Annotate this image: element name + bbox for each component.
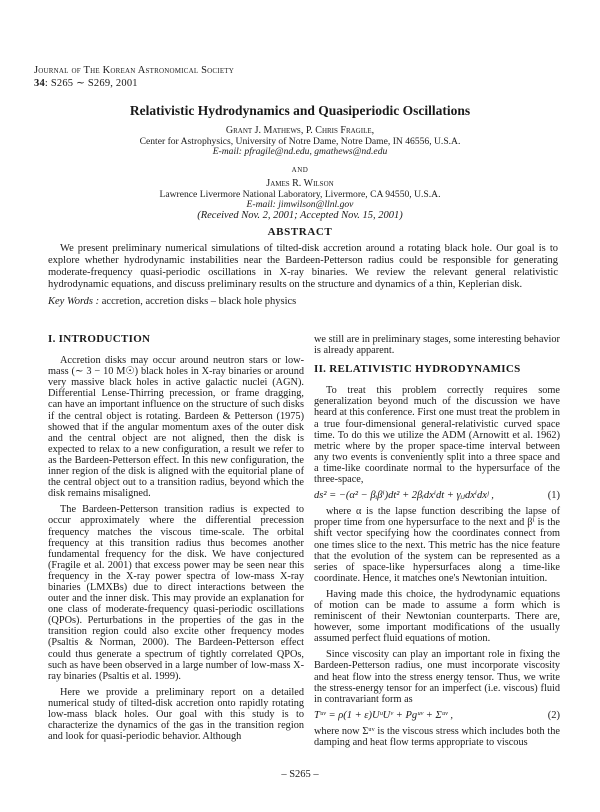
volume-number: 34 bbox=[34, 78, 45, 89]
section-heading-hydrodynamics: II. RELATIVISTIC HYDRODYNAMICS bbox=[314, 363, 521, 376]
equation-2-number: (2) bbox=[547, 709, 560, 721]
keywords bbox=[48, 296, 558, 308]
journal-header bbox=[34, 64, 234, 90]
intro-paragraph-3: Here we provide a preliminary report on a detailed numerical study of tilted-disk accretion onto rapidly rotating low-mass black holes. Our goal with this study is to characterize the dynamics of the gas in the transition region and look for quasi-periodic behavior. Although bbox=[48, 686, 304, 743]
keywords-text: accretion, accretion disks – black hole physics bbox=[101, 296, 297, 307]
page-number-footer: – S265 – bbox=[281, 769, 319, 780]
equation-2-body: Tᵘᵛ = ρ(1 + ε)UᵘUᵛ + Pgᵘᵛ + Σᵘᵛ , bbox=[314, 709, 453, 721]
journal-volume-line bbox=[34, 77, 234, 90]
equation-1-body: ds² = −(α² − βᵢβⁱ)dt² + 2βᵢdxⁱdt + γᵢⱼdxⁱdxʲ , bbox=[314, 490, 494, 502]
left-column bbox=[48, 334, 304, 747]
page-range: : S265 ∼ S269, 2001 bbox=[44, 78, 138, 89]
intro-paragraph-2: The Bardeen-Petterson transition radius is expected to occur approximately where the differential precession frequency matches the viscous time-scale. The orbital frequency at this transition radius thus becomes another fundamental frequency for the disk. We have conjectured (Fragile et al. 2001) that excess power may be seen near this frequency in the X-ray power spectra of low-mass X-ray binaries (LMXBs) due to direct interactions between the outer and the inner disk. This may provide an explanation for one class of moderate-frequency quasi-periodic oscillations (QPOs). Perturbations in the properties of the gas in the transition region could also excite other frequency modes (Psaltis & Norman, 2000). The Bardeen-Petterson effect could thus generate a spectrum of tightly correlated QPOs, such as have been observed in a large number of low-mass X-ray binaries (Psaltis et al. 1999). bbox=[48, 504, 304, 682]
affiliation-2: Lawrence Livermore National Laboratory, Livermore, CA 94550, U.S.A. bbox=[159, 188, 441, 200]
author-block-2 bbox=[0, 179, 600, 211]
hydro-paragraph-1: To treat this problem correctly requires some generalization beyond much of the discussion we have heard at this conference. First one must treat the problem in a true four-dimensional general-relativistic curved space time. To do this we utilize the ADM (Arnowitt et al. 1962) metric where by the proper space-time interval between any two events is conveniently split into a three space and a time-like coordinate normal to the hypersurface of the three-space, bbox=[314, 385, 560, 486]
abstract-heading: ABSTRACT bbox=[267, 226, 333, 238]
equation-1-number: (1) bbox=[547, 490, 560, 502]
equation-1 bbox=[314, 490, 560, 501]
keywords-label: Key Words : bbox=[48, 296, 100, 307]
hydro-paragraph-4: Since viscosity can play an important role in fixing the Bardeen-Petterson radius, one must incorporate viscosity and heat flow into the stress energy tensor. Thus, we write the stress-energy tensor for an imperfect (i.e. viscous) fluid in contravariant form as bbox=[314, 649, 560, 705]
intro-paragraph-1: Accretion disks may occur around neutron stars or low-mass (∼ 3 − 10 M☉) black holes in X-ray binaries or around very massive black holes in active galactic nuclei (AGN). Differential Lense-Thirring precession, or frame dragging, can have an important influence on the structure of such disks if the central object is rotating. Bardeen & Petterson (1975) showed that if the angular momentum axes of the outer disk and the central object are not aligned, then the disk is expected to relax to a new configuration, a result we refer to as the Bardeen-Petterson effect. In this new configuration, the inner region of the disk is aligned with the equitorial plane of the central object out to a transition radius, beyond which the disk remains misaligned. bbox=[48, 355, 304, 500]
journal-name: Journal of The Korean Astronomical Society bbox=[34, 65, 235, 76]
author-names-2: James R. Wilson bbox=[266, 178, 334, 189]
received-dates: (Received Nov. 2, 2001; Accepted Nov. 15, 2001) bbox=[197, 210, 403, 221]
and-separator: AND bbox=[291, 166, 309, 174]
hydro-paragraph-3: Having made this choice, the hydrodynamic equations of motion can be made to assume a form which is reminiscent of their Newtonian counterparts. There are, however, some important modifications of the usually assumed perfect fluid equations of motion. bbox=[314, 588, 560, 645]
right-column bbox=[314, 334, 560, 753]
abstract-text: We present preliminary numerical simulations of tilted-disk accretion around a rotating black hole. Our goal is to explore whether hydrodynamic instabilities near the Bardeen-Petterson radius could be responsible for generating moderate-frequency quasi-periodic oscillations in X-ray binaries. We review the relevant general relativistic hydrodynamic equations, and discuss preliminary results on the structure and dynamics of a thin, Keplerian disk. bbox=[48, 243, 558, 290]
hydro-paragraph-2: where α is the lapse function describing the lapse of proper time from one hypersurface to the next and βⁱ is the shift vector specifying how the coordinates connect from one times slice to the next. This metric has the nice feature that the evolution of the system can be represented as a series of space-like hypersurfaces along a time-like coordinate. Hence, it matches one's Newtonian intuition. bbox=[314, 506, 560, 584]
email-1: E-mail: pfragile@nd.edu, gmathews@nd.edu bbox=[212, 146, 388, 158]
equation-2 bbox=[314, 710, 560, 721]
paper-title: Relativistic Hydrodynamics and Quasiperiodic Oscillations bbox=[129, 103, 471, 118]
affiliation-1: Center for Astrophysics, University of Notre Dame, Notre Dame, IN 46556, U.S.A. bbox=[139, 135, 461, 147]
section-heading-introduction: I. INTRODUCTION bbox=[48, 333, 151, 345]
email-2: E-mail: jimwilson@llnl.gov bbox=[246, 199, 354, 211]
intro-paragraph-3-continued: we still are in preliminary stages, some interesting behavior is already apparent. bbox=[314, 334, 560, 357]
hydro-paragraph-5: where now Σᵘᵛ is the viscous stress which includes both the damping and heat flow terms appropriate to viscous bbox=[314, 725, 560, 748]
author-block-1 bbox=[0, 126, 600, 158]
author-names-1: Grant J. Mathews, P. Chris Fragile, bbox=[225, 125, 375, 136]
